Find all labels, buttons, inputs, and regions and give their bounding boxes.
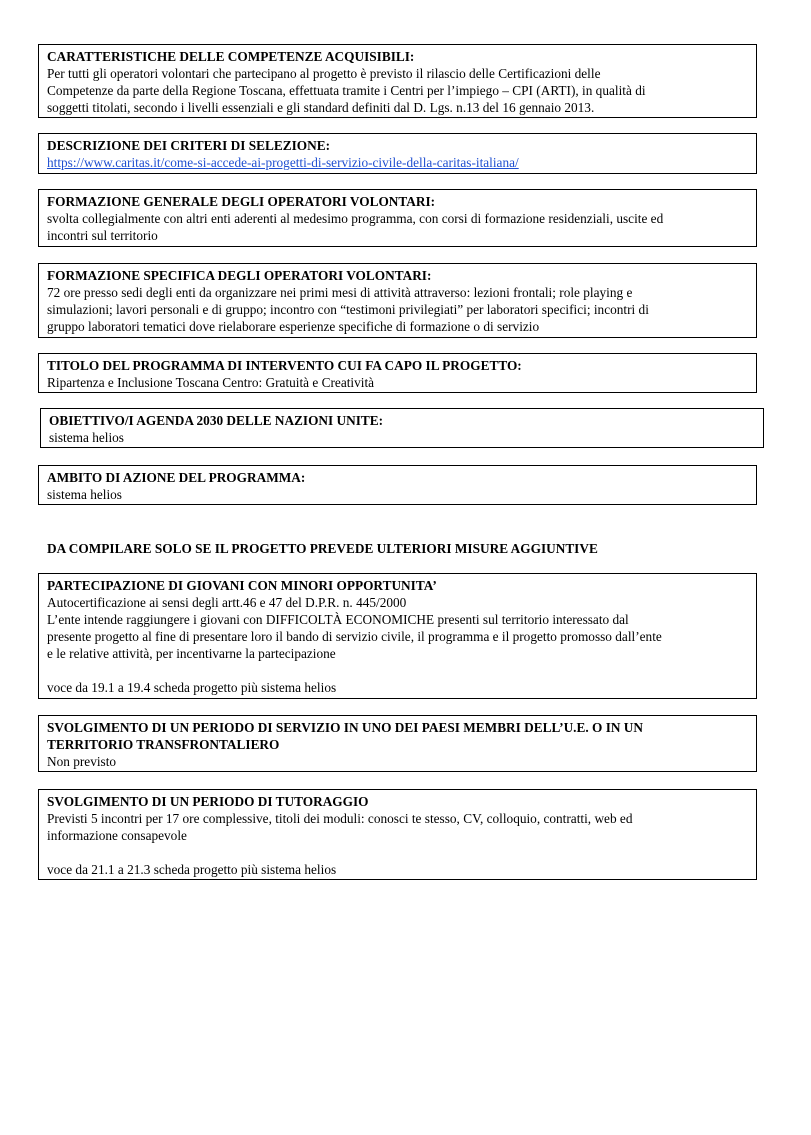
box-title: AMBITO DI AZIONE DEL PROGRAMMA: <box>47 470 306 485</box>
box-title: DESCRIZIONE DEI CRITERI DI SELEZIONE: <box>47 138 331 153</box>
box-text-line: Per tutti gli operatori volontari che partecipano al progetto è previsto il rilascio delle Certificazioni delle <box>47 66 601 81</box>
box-text-line: Ripartenza e Inclusione Toscana Centro: Gratuità e Creatività <box>47 375 375 390</box>
box-text-line: Competenze da parte della Regione Toscana, effettuata tramite i Centri per l’impiego – CPI (ARTI), in qualità di <box>47 83 646 98</box>
box-formazione-generale <box>38 189 757 247</box>
box-competenze <box>38 44 757 118</box>
box-title: SVOLGIMENTO DI UN PERIODO DI TUTORAGGIO <box>47 794 369 809</box>
box-text-line: presente progetto al fine di presentare loro il bando di servizio civile, il programma e il progetto promosso dall’ente <box>47 629 662 644</box>
box-title: FORMAZIONE GENERALE DEGLI OPERATORI VOLONTARI: <box>47 194 436 209</box>
box-text-line: simulazioni; lavori personali e di gruppo; incontro con “testimoni privilegiati” per laboratori specifici; incontri di <box>47 302 649 317</box>
box-title: OBIETTIVO/I AGENDA 2030 DELLE NAZIONI UNITE: <box>49 413 384 428</box>
box-text-line: Previsti 5 incontri per 17 ore complessive, titoli dei moduli: conosci te stesso, CV, colloquio, contratti, web ed <box>47 811 633 826</box>
box-title: FORMAZIONE SPECIFICA DEGLI OPERATORI VOLONTARI: <box>47 268 432 283</box>
box-text-line: voce da 19.1 a 19.4 scheda progetto più sistema helios <box>47 680 337 695</box>
box-formazione-specifica <box>38 263 757 338</box>
box-text-line: sistema helios <box>49 430 124 445</box>
box-obiettivo-agenda-2030 <box>40 408 764 448</box>
box-text-line: Non previsto <box>47 754 117 769</box>
box-title: CARATTERISTICHE DELLE COMPETENZE ACQUISIBILI: <box>47 49 415 64</box>
criteri-selezione-link[interactable]: https://www.caritas.it/come-si-accede-ai-progetti-di-servizio-civile-della-caritas-italiana/ <box>47 155 519 170</box>
box-servizio-ue <box>38 715 757 772</box>
box-text-line: sistema helios <box>47 487 122 502</box>
box-text-line: gruppo laboratori tematici dove rielaborare esperienze specifiche di formazione o di servizio <box>47 319 540 334</box>
box-title: SVOLGIMENTO DI UN PERIODO DI SERVIZIO IN UNO DEI PAESI MEMBRI DELL’U.E. O IN UN <box>47 720 643 735</box>
box-title: TITOLO DEL PROGRAMMA DI INTERVENTO CUI FA CAPO IL PROGETTO: <box>47 358 522 373</box>
box-ambito-azione <box>38 465 757 505</box>
blank-line <box>47 662 748 679</box>
box-text-line: incontri sul territorio <box>47 228 158 243</box>
box-text-line: Autocertificazione ai sensi degli artt.46 e 47 del D.P.R. n. 445/2000 <box>47 595 407 610</box>
box-text-line: informazione consapevole <box>47 828 187 843</box>
box-text-line: voce da 21.1 a 21.3 scheda progetto più sistema helios <box>47 862 337 877</box>
box-titolo-programma <box>38 353 757 393</box>
box-text-line: 72 ore presso sedi degli enti da organizzare nei primi mesi di attività attraverso: lezioni frontali; role playing e <box>47 285 633 300</box>
box-partecipazione-giovani <box>38 573 757 699</box>
box-title: TERRITORIO TRANSFRONTALIERO <box>47 737 280 752</box>
box-text-line: soggetti titolati, secondo i livelli essenziali e gli standard definiti dal D. Lgs. n.13 del 16 gennaio 2013. <box>47 100 595 115</box>
box-tutoraggio <box>38 789 757 880</box>
box-text-line: svolta collegialmente con altri enti aderenti al medesimo programma, con corsi di formazione residenziali, uscite ed <box>47 211 664 226</box>
box-text-line: e le relative attività, per incentivarne la partecipazione <box>47 646 336 661</box>
blank-line <box>47 844 748 861</box>
box-criteri-selezione <box>38 133 757 174</box>
section-heading-misure-aggiuntive: DA COMPILARE SOLO SE IL PROGETTO PREVEDE ULTERIORI MISURE AGGIUNTIVE <box>47 541 598 556</box>
box-title: PARTECIPAZIONE DI GIOVANI CON MINORI OPPORTUNITA’ <box>47 578 437 593</box>
box-text-line: L’ente intende raggiungere i giovani con DIFFICOLTÀ ECONOMICHE presenti sul territorio interessato dal <box>47 612 629 627</box>
